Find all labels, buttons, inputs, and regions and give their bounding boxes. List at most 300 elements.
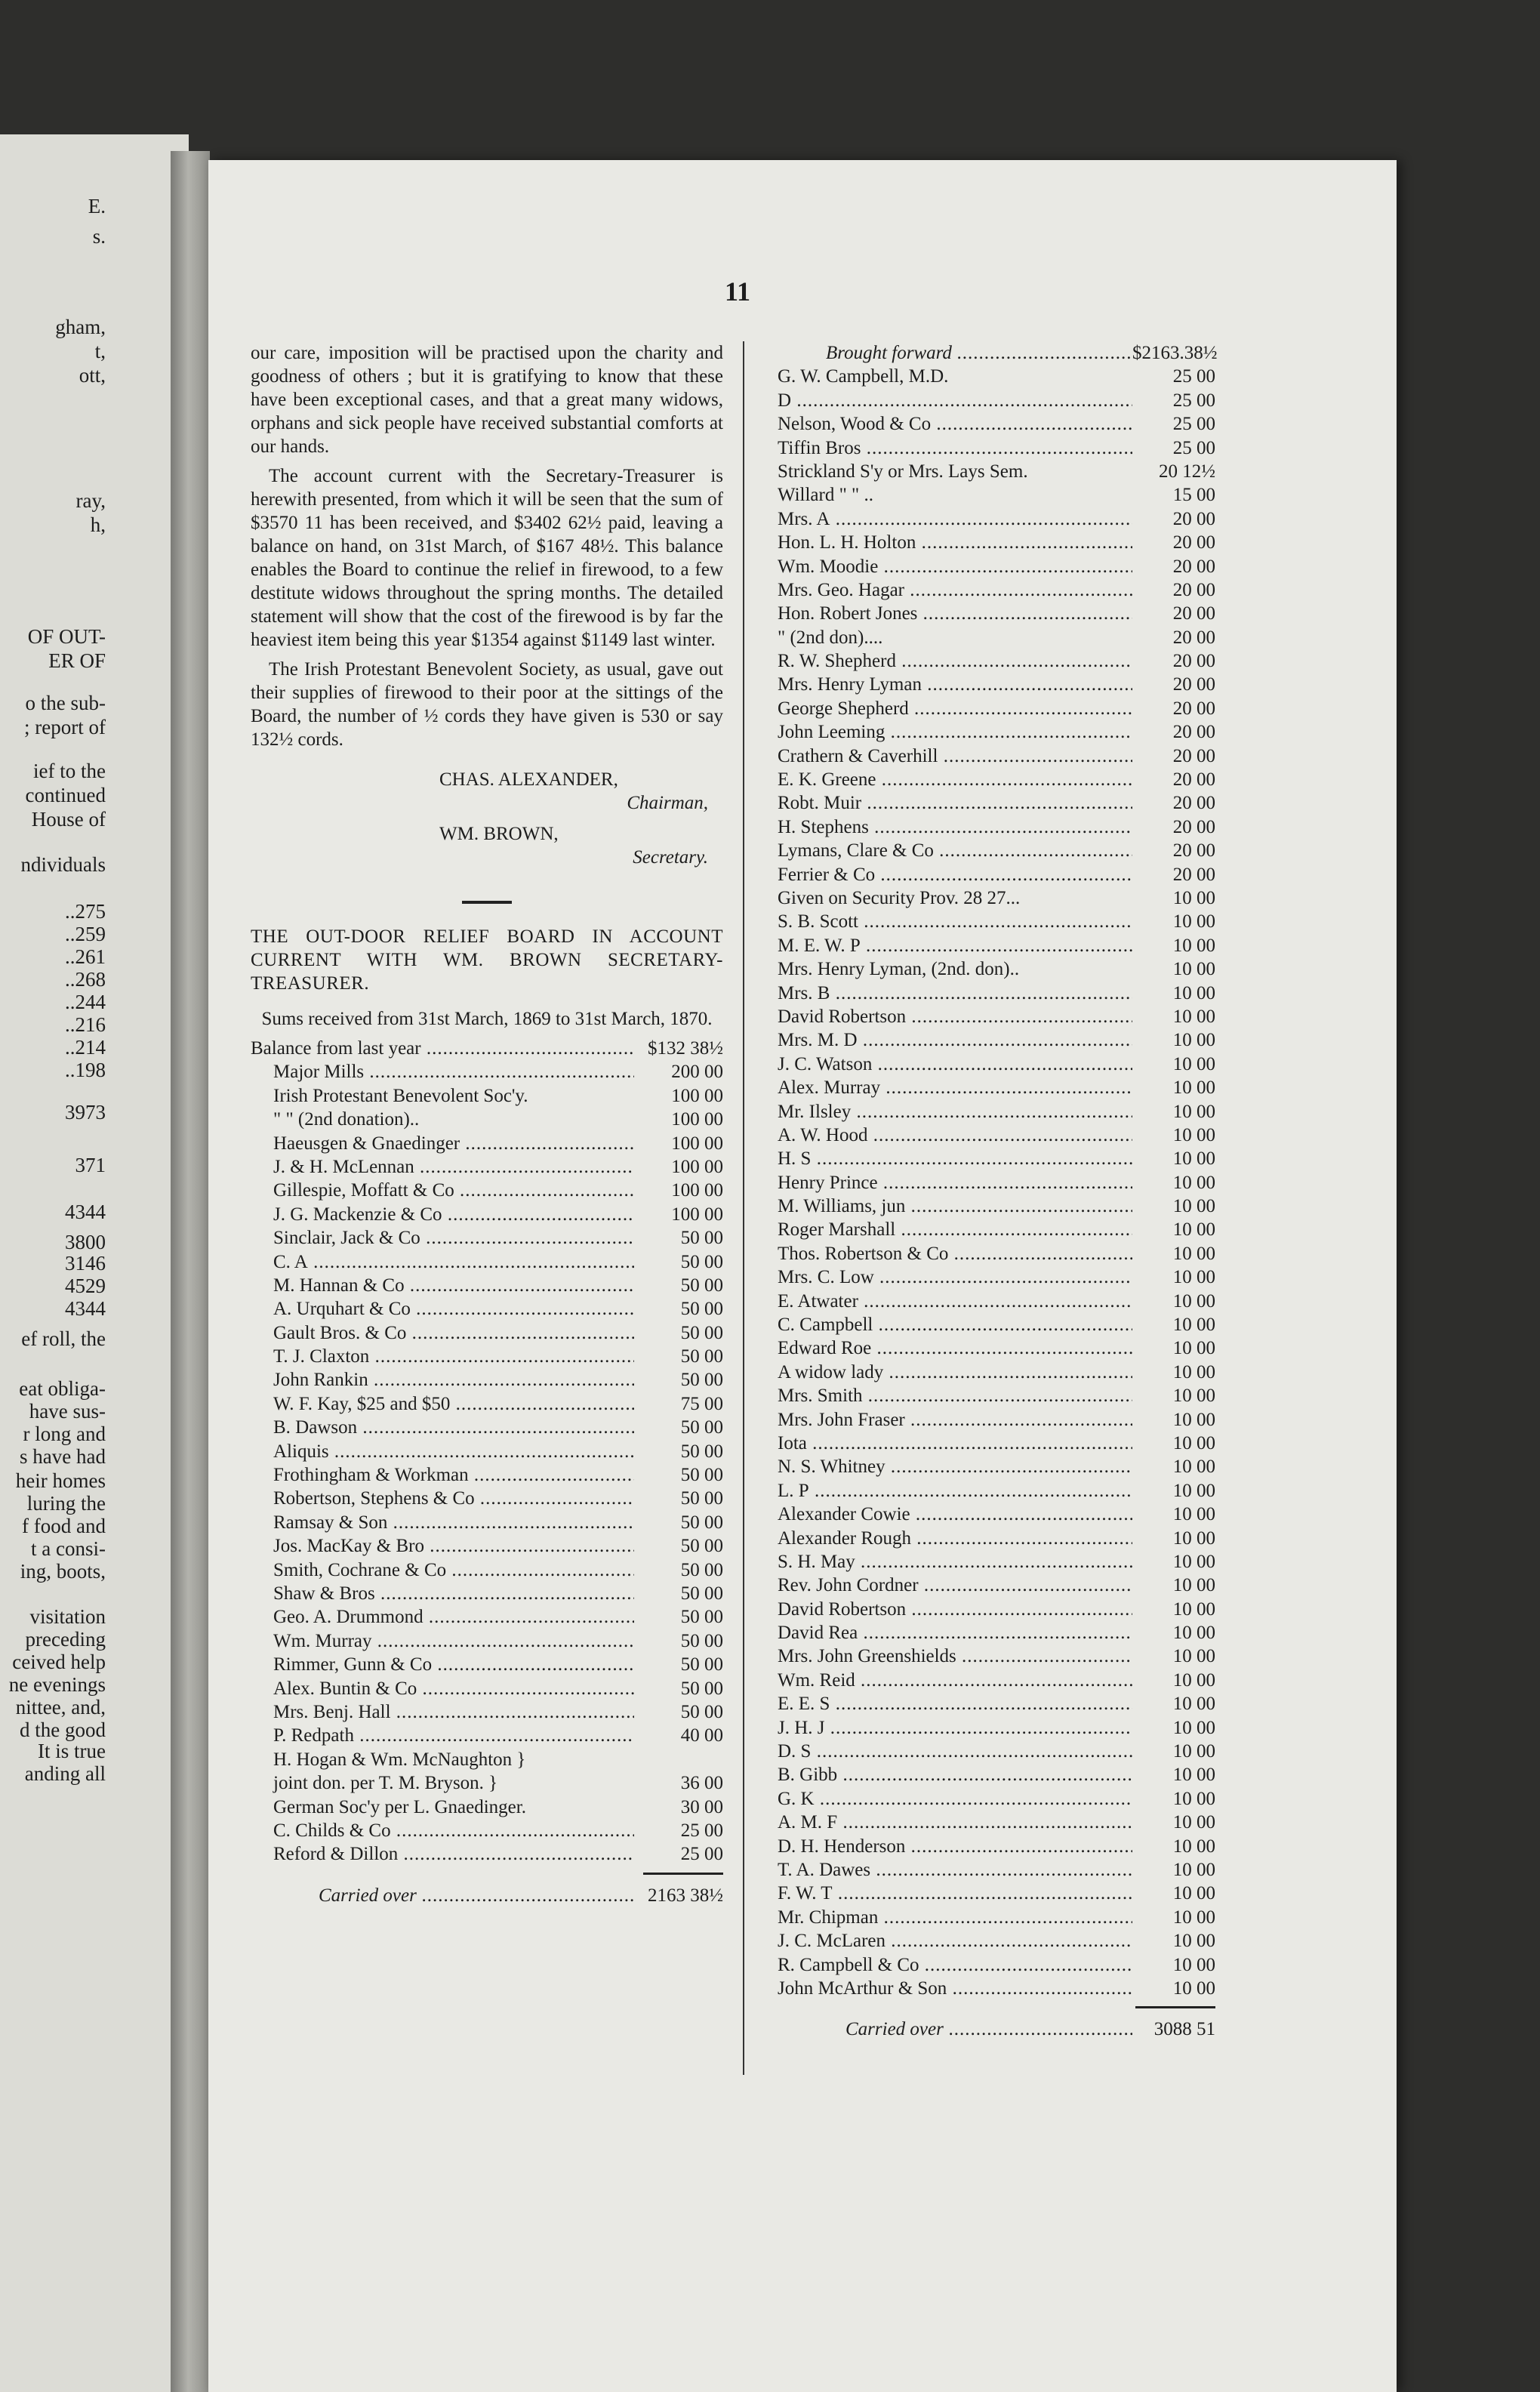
donor-name: Rev. John Cordner ..... (778, 1574, 1132, 1597)
donation-amount: 10 00 (1172, 1836, 1215, 1857)
donor-name: Gillespie, Moffatt & Co ..... (251, 1179, 634, 1202)
carried-over-amount: 3088 51 (1153, 2019, 1215, 2040)
donor-name: Mrs. B ..... (778, 982, 1132, 1005)
donor-name: Mrs. Geo. Hagar ..... (778, 578, 1132, 602)
donor-name: Mr. Ilsley ..... (778, 1100, 1132, 1124)
donor-name: R. W. Shepherd ..... (778, 649, 1132, 673)
donation-amount: 10 00 (1172, 1694, 1215, 1715)
donation-row (251, 1463, 723, 1487)
donation-row (778, 1408, 1215, 1432)
donor-name: E. K. Greene ..... (778, 768, 1132, 791)
donor-name: Sinclair, Jack & Co ..... (251, 1226, 634, 1250)
donation-amount: 50 00 (680, 1583, 723, 1604)
donor-name: H. Hogan & Wm. McNaughton } (273, 1749, 526, 1770)
donation-row (778, 436, 1215, 460)
donor-name: " (2nd don).... (778, 627, 883, 648)
donor-name: Mrs. John Greenshields ..... (778, 1644, 1132, 1668)
donation-row (778, 1811, 1215, 1834)
sum-rule (1135, 2006, 1215, 2008)
left-page-fragment: have sus- (29, 1400, 106, 1423)
donation-amount: 10 00 (1172, 1788, 1215, 1809)
donation-amount: 200 00 (671, 1062, 723, 1083)
donation-row (251, 1582, 723, 1605)
donation-amount: 50 00 (680, 1607, 723, 1628)
donation-amount: 25 00 (680, 1820, 723, 1841)
left-page-fragment: h, (90, 513, 106, 536)
left-carried-over-row (251, 1884, 723, 1907)
donation-amount: 20 00 (1172, 698, 1215, 719)
donor-name: David Rea ..... (778, 1621, 1132, 1644)
donor-name: John McArthur & Son ..... (778, 1977, 1132, 2000)
donation-row (251, 1368, 723, 1392)
donor-name: Willard " " .. (778, 485, 874, 506)
donation-amount: 20 00 (1172, 769, 1215, 791)
donation-amount: 100 00 (671, 1133, 723, 1154)
left-page-fragment: preceding (25, 1628, 106, 1651)
donation-row (251, 1179, 723, 1202)
donation-amount: 20 00 (1172, 556, 1215, 577)
donation-row (778, 460, 1215, 483)
donation-row (778, 673, 1215, 696)
donation-amount: 10 00 (1172, 1977, 1215, 1999)
donor-name: T. A. Dawes ..... (778, 1858, 1132, 1882)
donor-name: D. S ..... (778, 1740, 1132, 1763)
donation-row (251, 1771, 723, 1795)
donor-name: Alexander Rough ..... (778, 1527, 1132, 1550)
donor-name: Edward Roe ..... (778, 1336, 1132, 1360)
donation-amount: 10 00 (1172, 1432, 1215, 1453)
donor-name: Mrs. M. D ..... (778, 1028, 1132, 1052)
donor-name: Balance from last year ..... (251, 1037, 634, 1060)
donation-row (778, 1100, 1215, 1124)
donation-row (778, 863, 1215, 886)
donor-name: M. E. W. P ..... (778, 934, 1132, 957)
left-page-fragment: heir homes (15, 1469, 106, 1492)
section-divider (462, 901, 512, 904)
left-facing-page (0, 134, 189, 2392)
donation-amount: 100 00 (671, 1156, 723, 1177)
donor-name: Geo. A. Drummond ..... (251, 1605, 634, 1629)
donation-row (778, 1218, 1215, 1241)
donor-name: Given on Security Prov. 28 27... (778, 887, 1021, 908)
donor-name: Hon. L. H. Holton ..... (778, 531, 1132, 554)
donation-amount: $132 38½ (648, 1038, 723, 1059)
donation-row (251, 1345, 723, 1368)
donation-row (778, 483, 1215, 507)
donation-row (778, 934, 1215, 957)
donor-name: P. Redpath ..... (251, 1724, 634, 1747)
donation-amount: 25 00 (1172, 390, 1215, 411)
donation-amount: 50 00 (680, 1630, 723, 1651)
donor-name: H. Stephens ..... (778, 815, 1132, 839)
account-heading: THE OUT-DOOR RELIEF BOARD IN ACCOUNT CURRENT WITH WM. BROWN SECRETARY-TREASURER. (251, 926, 723, 994)
donation-row (778, 1194, 1215, 1218)
left-page-fragment: ..216 (65, 1013, 106, 1036)
donation-amount: 10 00 (1172, 1077, 1215, 1099)
donor-name: Roger Marshall ..... (778, 1218, 1132, 1241)
donation-row (251, 1605, 723, 1629)
donor-name: Aliquis ..... (251, 1440, 634, 1463)
brought-forward-amount: $2163.38½ (1132, 343, 1218, 363)
donor-name: M. Hannan & Co ..... (251, 1274, 634, 1297)
left-page-fragment: anding all (24, 1762, 106, 1785)
left-page-fragment: visitation (29, 1605, 106, 1628)
donor-name: D. H. Henderson ..... (778, 1835, 1132, 1858)
donation-row (778, 1290, 1215, 1313)
left-page-fragment: continued (25, 784, 106, 806)
donation-row (778, 1906, 1215, 1929)
left-page-fragment: 4529 (65, 1275, 106, 1297)
donation-amount: 20 00 (1172, 532, 1215, 553)
brought-forward-row (778, 341, 1218, 365)
donation-row (778, 1574, 1215, 1597)
donation-amount: 50 00 (680, 1678, 723, 1699)
carried-over-label: Carried over ..... (778, 2017, 1132, 2041)
donation-row (778, 1644, 1215, 1668)
donation-row (778, 886, 1215, 910)
donation-amount: 10 00 (1172, 1053, 1215, 1074)
left-page-fragment: nittee, and, (15, 1696, 106, 1718)
donation-row (251, 1511, 723, 1534)
donation-row (778, 1124, 1215, 1147)
donation-amount: 10 00 (1172, 1480, 1215, 1501)
donor-name: German Soc'y per L. Gnaedinger. (273, 1796, 526, 1817)
donation-amount: 10 00 (1172, 1598, 1215, 1620)
donation-amount: 20 00 (1172, 508, 1215, 529)
donation-row (778, 1005, 1215, 1028)
donation-amount: 20 00 (1172, 816, 1215, 837)
donation-amount: 25 00 (680, 1844, 723, 1865)
donation-amount: 20 00 (1172, 603, 1215, 624)
donation-row (778, 555, 1215, 578)
donation-amount: 50 00 (680, 1275, 723, 1296)
donation-row (778, 1787, 1215, 1811)
donation-amount: 10 00 (1172, 1623, 1215, 1644)
donation-amount: 10 00 (1172, 1883, 1215, 1904)
donor-name: Mrs. Benj. Hall ..... (251, 1700, 634, 1724)
left-page-fragment: ..261 (65, 945, 106, 968)
donation-amount: 50 00 (680, 1251, 723, 1272)
donor-name: John Leeming ..... (778, 720, 1132, 744)
donation-row (778, 578, 1215, 602)
donation-row (251, 1558, 723, 1582)
donor-name: E. Atwater ..... (778, 1290, 1132, 1313)
donation-row (251, 1629, 723, 1653)
donation-amount: 10 00 (1172, 1954, 1215, 1975)
donation-amount: 20 00 (1172, 864, 1215, 885)
left-page-fragment: ..244 (65, 991, 106, 1013)
left-page-fragment: t, (94, 340, 106, 362)
donation-row (251, 1274, 723, 1297)
donation-row (251, 1132, 723, 1155)
donor-name: Mrs. Henry Lyman, (2nd. don).. (778, 959, 1020, 980)
donation-amount: 10 00 (1172, 1527, 1215, 1549)
donor-name: J. & H. McLennan ..... (251, 1155, 634, 1179)
donation-amount: 30 00 (680, 1796, 723, 1817)
donation-row (778, 839, 1215, 862)
donor-name: Mrs. John Fraser ..... (778, 1408, 1132, 1432)
donation-amount: 10 00 (1172, 1551, 1215, 1572)
donor-name: C. Campbell ..... (778, 1313, 1132, 1336)
donation-amount: 10 00 (1172, 1669, 1215, 1691)
donation-row (778, 1028, 1215, 1052)
chairman-title: Chairman, (627, 793, 708, 813)
account-subheading: Sums received from 31st March, 1869 to 31st March, 1870. (261, 1009, 713, 1029)
donation-amount: 40 00 (680, 1725, 723, 1746)
left-page-fragment: f food and (22, 1515, 106, 1537)
left-page-fragment: gham, (55, 316, 106, 338)
donation-amount: 50 00 (680, 1417, 723, 1438)
donor-name: Reford & Dillon ..... (251, 1842, 634, 1866)
left-page-fragment: House of (31, 808, 106, 831)
donation-amount: 10 00 (1172, 1409, 1215, 1430)
donor-name: H. S ..... (778, 1147, 1132, 1170)
donation-amount: 20 00 (1172, 674, 1215, 695)
donation-row (778, 910, 1215, 933)
donation-row (778, 1147, 1215, 1170)
right-carried-over-row (778, 2017, 1215, 2041)
donor-name: Mrs. C. Low ..... (778, 1265, 1132, 1289)
right-column (778, 341, 1218, 2042)
donation-row (778, 1384, 1215, 1407)
donation-amount: 10 00 (1172, 1765, 1215, 1786)
donor-name: Wm. Murray ..... (251, 1629, 634, 1653)
donation-row (251, 1416, 723, 1439)
donation-row (778, 1763, 1215, 1786)
donor-name: R. Campbell & Co ..... (778, 1953, 1132, 1977)
donation-row (778, 1171, 1215, 1194)
donor-name: Ramsay & Son ..... (251, 1511, 634, 1534)
donation-row (251, 1534, 723, 1558)
donation-amount: 10 00 (1172, 1267, 1215, 1288)
donation-row (778, 1716, 1215, 1740)
donation-row (251, 1842, 723, 1866)
donor-name: Lymans, Clare & Co ..... (778, 839, 1132, 862)
left-page-fragment: ; report of (24, 716, 106, 738)
donation-amount: 25 00 (1172, 366, 1215, 387)
donor-name: Tiffin Bros ..... (778, 436, 1132, 460)
donation-amount: 20 00 (1172, 722, 1215, 743)
left-page-fragment: ceived help (12, 1651, 106, 1673)
donation-row (778, 1598, 1215, 1621)
donation-row (778, 957, 1215, 981)
donor-name: Rimmer, Gunn & Co ..... (251, 1653, 634, 1676)
donation-row (251, 1321, 723, 1345)
left-entries-list (251, 1037, 723, 1866)
carried-over-label: Carried over ..... (251, 1884, 634, 1907)
donor-name: John Rankin ..... (251, 1368, 634, 1392)
donor-name: B. Gibb ..... (778, 1763, 1132, 1786)
carried-over-amount: 2163 38½ (648, 1885, 723, 1906)
left-page-fragment: t a consi- (31, 1537, 106, 1560)
donor-name: Nelson, Wood & Co ..... (778, 412, 1132, 436)
donor-name: Strickland S'y or Mrs. Lays Sem. (778, 461, 1028, 482)
donation-amount: 10 00 (1172, 1361, 1215, 1382)
report-paragraph-1: our care, imposition will be practised upon the charity and goodness of others ; but it is gratifying to know that these have been exceptional cases, and that a great many widows, orphans and sick people have received substantial comforts at our hands. (251, 343, 723, 457)
left-page-fragment: ief to the (33, 760, 106, 782)
donation-amount: 20 00 (1172, 745, 1215, 766)
donation-row (251, 1819, 723, 1842)
donation-amount: 50 00 (680, 1465, 723, 1486)
donation-row (251, 1203, 723, 1226)
donation-amount: 75 00 (680, 1393, 723, 1414)
donation-row (778, 1313, 1215, 1336)
donation-amount: 10 00 (1172, 1646, 1215, 1667)
donor-name: Iota ..... (778, 1432, 1132, 1455)
donor-name: F. W. T ..... (778, 1882, 1132, 1905)
donation-row (778, 1740, 1215, 1763)
donation-amount: 10 00 (1172, 1575, 1215, 1596)
donation-row (251, 1226, 723, 1250)
donation-amount: 50 00 (680, 1701, 723, 1722)
left-page-fragment: ..275 (65, 900, 106, 923)
left-page-fragment: 4344 (65, 1297, 106, 1320)
donation-amount: 20 00 (1172, 793, 1215, 814)
donor-name: L. P ..... (778, 1479, 1132, 1503)
donation-row (778, 1503, 1215, 1526)
donation-amount: 25 00 (1172, 437, 1215, 458)
donation-amount: 50 00 (680, 1299, 723, 1320)
donation-amount: 100 00 (671, 1204, 723, 1225)
donor-name: Mrs. Smith ..... (778, 1384, 1132, 1407)
left-page-fragment: E. (88, 195, 106, 217)
donation-row (251, 1653, 723, 1676)
donor-name: Alex. Murray ..... (778, 1076, 1132, 1099)
donor-name: George Shepherd ..... (778, 697, 1132, 720)
donation-row (778, 1455, 1215, 1478)
donation-row (251, 1108, 723, 1131)
donation-row (778, 389, 1215, 412)
donation-amount: 10 00 (1172, 1219, 1215, 1241)
donation-amount: 10 00 (1172, 1006, 1215, 1027)
donor-name: T. J. Claxton ..... (251, 1345, 634, 1368)
donation-amount: 15 00 (1172, 485, 1215, 506)
donation-row (778, 982, 1215, 1005)
donation-row (251, 1250, 723, 1274)
donation-row (778, 1527, 1215, 1550)
donation-amount: 10 00 (1172, 1172, 1215, 1193)
donation-row (251, 1155, 723, 1179)
report-paragraph-2: The account current with the Secretary-Treasurer is herewith presented, from which it will be seen that the sum of $3570 11 has been received, and $3402 62½ paid, leaving a balance on hand, on 31st March, of $167 48½. This balance enables the Board to continue the relief in firewood, to a few destitute widows throughout the spring months. The detailed statement will show that the cost of the firewood is by far the heaviest item being this year $1354 against $1149 last winter. (251, 466, 723, 650)
donation-row (778, 1053, 1215, 1076)
left-page-fragment: 371 (75, 1154, 106, 1176)
donor-name: C. A ..... (251, 1250, 634, 1274)
donation-amount: 10 00 (1172, 1101, 1215, 1122)
donation-row (251, 1748, 723, 1771)
donation-row (778, 1692, 1215, 1715)
left-page-fragment: ..198 (65, 1059, 106, 1081)
secretary-title: Secretary. (633, 847, 708, 868)
donation-amount: 50 00 (680, 1441, 723, 1462)
donation-amount: 20 00 (1172, 579, 1215, 600)
donation-row (778, 1361, 1215, 1384)
donation-amount: 100 00 (671, 1180, 723, 1201)
left-page-fragment: r long and (23, 1423, 106, 1445)
donor-name: G. K ..... (778, 1787, 1132, 1811)
left-page-fragment: ..268 (65, 968, 106, 991)
left-column (251, 341, 723, 1907)
donor-name: C. Childs & Co ..... (251, 1819, 634, 1842)
donor-name: G. W. Campbell, M.D. (778, 366, 949, 387)
donation-amount: 10 00 (1172, 1860, 1215, 1880)
donor-name: S. B. Scott ..... (778, 910, 1132, 933)
donor-name: Haeusgen & Gnaedinger ..... (251, 1132, 634, 1155)
column-divider (743, 341, 744, 2075)
donation-amount: 10 00 (1172, 1907, 1215, 1928)
left-page-fragment: ndividuals (20, 853, 106, 876)
left-page-fragment: ott, (79, 364, 106, 387)
donor-name: joint don. per T. M. Bryson. } (273, 1773, 498, 1794)
donation-amount: 10 00 (1172, 1315, 1215, 1336)
donor-name: M. Williams, jun ..... (778, 1194, 1132, 1218)
donation-row (778, 815, 1215, 839)
donor-name: W. F. Kay, $25 and $50 ..... (251, 1392, 634, 1416)
donation-amount: 10 00 (1172, 1196, 1215, 1217)
donation-amount: 50 00 (680, 1559, 723, 1580)
donation-row (251, 1440, 723, 1463)
chairman-name: CHAS. ALEXANDER, (439, 769, 618, 790)
donation-amount: 10 00 (1172, 887, 1215, 908)
donation-row (778, 412, 1215, 436)
brought-forward-label: Brought forward ..... (778, 341, 1132, 365)
left-page-fragment: ef roll, the (21, 1327, 106, 1350)
donation-amount: 36 00 (680, 1773, 723, 1794)
donation-amount: 10 00 (1172, 1124, 1215, 1145)
donation-amount: 100 00 (671, 1085, 723, 1106)
donation-amount: 10 00 (1172, 1717, 1215, 1738)
donation-row (778, 626, 1215, 649)
donation-amount: 10 00 (1172, 1290, 1215, 1312)
left-page-fragment: ing, boots, (20, 1560, 106, 1583)
donation-row (778, 720, 1215, 744)
left-page-fragment: ER OF (48, 649, 106, 672)
left-page-fragment: It is true (38, 1740, 106, 1762)
donation-row (251, 1297, 723, 1321)
donor-name: Jos. MacKay & Bro ..... (251, 1534, 634, 1558)
donation-amount: 10 00 (1172, 959, 1215, 980)
report-paragraph-3: The Irish Protestant Benevolent Society, as usual, gave out their supplies of firewood to their poor at the sittings of the Board, the number of ½ cords they have given is 530 or say 132½ cords. (251, 659, 723, 750)
donation-amount: 10 00 (1172, 982, 1215, 1003)
donation-amount: 10 00 (1172, 911, 1215, 932)
donation-amount: 20 12½ (1159, 461, 1215, 482)
donation-amount: 10 00 (1172, 1456, 1215, 1478)
left-page-fragment: d the good (20, 1718, 106, 1741)
donation-amount: 100 00 (671, 1109, 723, 1130)
donation-amount: 25 00 (1172, 414, 1215, 435)
donation-row (251, 1700, 723, 1724)
donation-row (778, 365, 1215, 388)
donor-name: Irish Protestant Benevolent Soc'y. (273, 1085, 528, 1106)
donor-name: Wm. Moodie ..... (778, 555, 1132, 578)
left-page-fragment: ..214 (65, 1036, 106, 1059)
donation-row (778, 1621, 1215, 1644)
donor-name: Alex. Buntin & Co ..... (251, 1677, 634, 1700)
right-entries-list (778, 365, 1215, 2000)
donation-amount: 10 00 (1172, 935, 1215, 956)
left-page-fragment: s have had (20, 1445, 106, 1468)
donation-amount: 20 00 (1172, 840, 1215, 862)
donation-row (778, 697, 1215, 720)
donation-amount: 10 00 (1172, 1504, 1215, 1525)
donation-row (778, 1669, 1215, 1692)
donation-row (251, 1677, 723, 1700)
donor-name: David Robertson ..... (778, 1005, 1132, 1028)
donor-name: Frothingham & Workman ..... (251, 1463, 634, 1487)
donor-name: Shaw & Bros ..... (251, 1582, 634, 1605)
donation-row (251, 1392, 723, 1416)
donation-amount: 20 00 (1172, 651, 1215, 672)
donor-name: Robertson, Stephens & Co ..... (251, 1487, 634, 1510)
